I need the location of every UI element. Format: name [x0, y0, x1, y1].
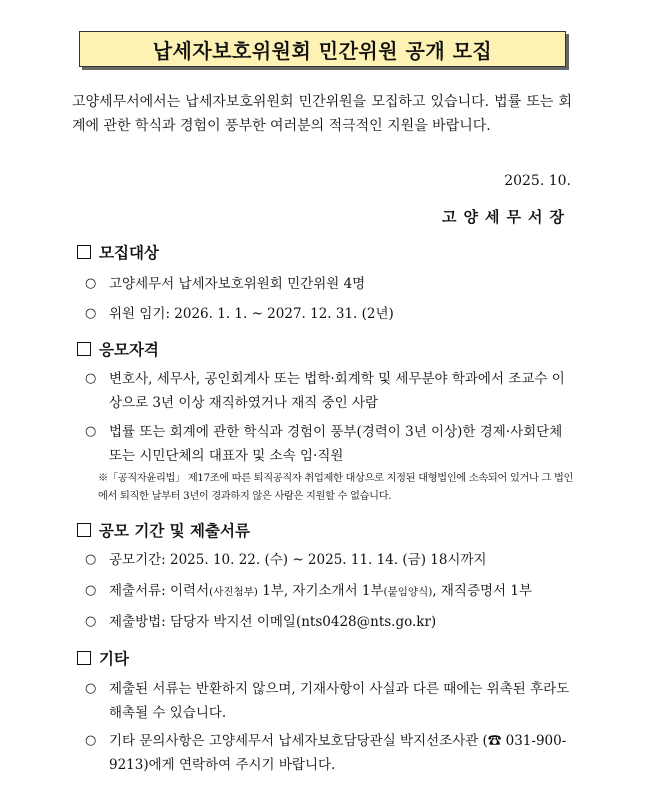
intro-paragraph: 고양세무서에서는 납세자보호위원회 민간위원을 모집하고 있습니다. 법률 또는 회계에 관한 학식과 경험이 풍부한 여러분의 적극적인 지원을 바랍니다. — [72, 94, 572, 134]
circle-bullet-icon: ○ — [85, 276, 97, 291]
section-label: 공모 기간 및 제출서류 — [99, 522, 250, 540]
circle-bullet-icon: ○ — [85, 552, 97, 567]
circle-bullet-icon: ○ — [85, 733, 97, 748]
footnote: ※「공직자윤리법」 제17조에 따른 퇴직공직자 취업제한 대상으로 지정된 대형법인에 소속되어 있거나 그 법인에서 퇴직한 날부터 3년이 경과하지 않은 사람은 지원할 수 없습니다. — [98, 473, 574, 502]
section-label: 기타 — [99, 650, 129, 668]
circle-bullet-icon: ○ — [85, 306, 97, 321]
circle-bullet-icon: ○ — [85, 371, 97, 386]
section-label: 모집대상 — [99, 244, 159, 262]
circle-bullet-icon: ○ — [85, 424, 97, 439]
list-item: ○ 위원 임기: 2026. 1. 1. ~ 2027. 12. 31. (2년) — [85, 302, 575, 326]
list-item: ○ 기타 문의사항은 고양세무서 납세자보호담당관실 박지선조사관 (☎ 031-900-9213)에게 연락하여 주시기 바랍니다. — [85, 729, 575, 777]
list-item: ○ 제출방법: 담당자 박지선 이메일(nts0428@nts.go.kr) — [85, 610, 575, 634]
section-label: 응모자격 — [99, 341, 159, 359]
list-item: ○ 제출된 서류는 반환하지 않으며, 기재사항이 사실과 다른 때에는 위촉된 후라도 해촉될 수 있습니다. — [85, 677, 575, 725]
checkbox-icon — [77, 651, 91, 665]
list-item: ○ 공모기간: 2025. 10. 22. (수) ~ 2025. 11. 14. (금) 18시까지 — [85, 548, 575, 572]
list-item: ○ 법률 또는 회계에 관한 학식과 경험이 풍부(경력이 3년 이상)한 경제·사회단체 또는 시민단체의 대표자 및 소속 임·직원 — [85, 420, 575, 468]
circle-bullet-icon: ○ — [85, 614, 97, 629]
checkbox-icon — [77, 523, 91, 537]
section-heading-recruit — [77, 241, 159, 263]
list-item: ○ 고양세무서 납세자보호위원회 민간위원 4명 — [85, 272, 575, 296]
circle-bullet-icon: ○ — [85, 583, 97, 598]
issue-date: 2025. 10. — [504, 173, 571, 189]
list-item: ○ 변호사, 세무사, 공인회계사 또는 법학·회계학 및 세무분야 학과에서 조교수 이상으로 3년 이상 재직하였거나 재직 중인 사람 — [85, 367, 575, 415]
section-heading-qualification — [77, 338, 159, 360]
checkbox-icon — [77, 245, 91, 259]
title-box — [79, 31, 566, 67]
signer: 고양세무서장 — [442, 208, 571, 226]
list-item: ○ 제출서류: 이력서(사진첨부) 1부, 자기소개서 1부(붙임양식), 재직증명서 1부 — [85, 579, 575, 604]
checkbox-icon — [77, 342, 91, 356]
section-heading-period — [77, 519, 250, 541]
page-title: 납세자보호위원회 민간위원 공개 모집 — [152, 38, 493, 63]
section-heading-etc — [77, 647, 129, 669]
circle-bullet-icon: ○ — [85, 681, 97, 696]
